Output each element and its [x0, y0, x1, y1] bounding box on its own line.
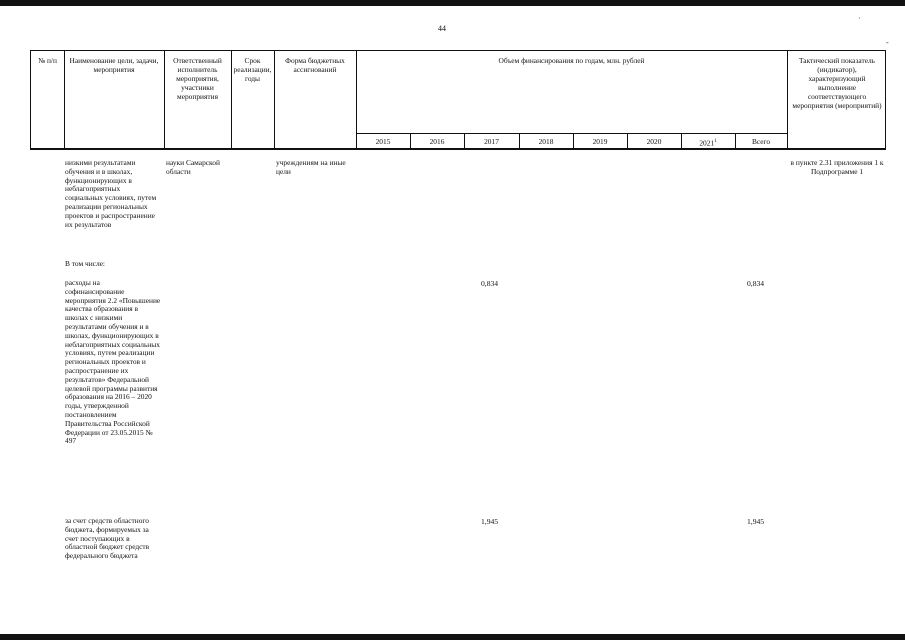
col-divider — [787, 51, 788, 149]
year-2021-label: 2021 — [699, 138, 715, 148]
row1-indicator: в пункте 2.31 приложения 1 к Подпрограмме 1 — [790, 158, 884, 176]
row3-total-value: 0,834 — [747, 279, 765, 288]
header-year-2016: 2016 — [429, 137, 445, 146]
scan-mark: · — [858, 14, 861, 23]
header-period: Срок реализации, годы — [233, 56, 272, 83]
row4-total-value: 1,945 — [747, 517, 765, 526]
row4-name: за счет средств областного бюджета, формируемых за счет поступающих в областной бюджет средств федерального бюджета — [65, 516, 150, 561]
col-divider — [356, 51, 357, 149]
row1-responsible: науки Самарской области — [166, 158, 220, 176]
col-divider — [164, 51, 165, 149]
header-num: № п/п — [38, 56, 57, 65]
table-header — [30, 50, 886, 150]
row-divider — [356, 133, 787, 134]
header-year-2018: 2018 — [538, 137, 554, 146]
row1-form: учреждениям на иные цели — [276, 158, 346, 176]
bottom-border — [0, 634, 905, 640]
header-indicator: Тактический показатель (индикатор), характеризующий выполнение соответствующего мероприятия (мероприятий) — [792, 56, 882, 110]
year-2021-footnote: 1 — [714, 139, 717, 144]
scan-mark: - — [886, 38, 889, 47]
header-year-2015: 2015 — [375, 137, 391, 146]
header-responsible: Ответственный исполнитель мероприятия, участники мероприятия — [173, 56, 222, 101]
row2-name: В том числе: — [65, 259, 105, 268]
col-divider — [274, 51, 275, 149]
row3-2017-value: 0,834 — [481, 279, 499, 288]
header-name: Наименование цели, задачи, мероприятия — [69, 56, 159, 74]
header-form: Форма бюджетных ассигнований — [285, 56, 345, 74]
header-year-2021 — [681, 137, 735, 147]
page-number: 44 — [438, 24, 446, 33]
header-year-2020: 2020 — [646, 137, 662, 146]
top-border — [0, 0, 905, 6]
header-year-2019: 2019 — [592, 137, 608, 146]
row4-2017-value: 1,945 — [481, 517, 499, 526]
header-financing: Объем финансирования по годам, млн. рублей — [498, 56, 645, 65]
header-year-2017: 2017 — [484, 137, 499, 146]
row3-name: расходы на софинансирование мероприятия 2.2 «Повышение качества образования в школах с низкими результатами обучения и в школах, функционирующих в неблагоприятных социальных условиях, путем реализации региональных проектов и распространение их результатов» Федеральной целевой программы развития образования на 2016 – 2020 годы, утвержденной постановлением Правительства Российской Федерации от 23.05.2015 № 497 — [65, 278, 161, 446]
row1-name: низкими результатами обучения и в школах, функционирующих в неблагоприятных социальных условиях, путем реализации региональных проектов и распространение их результатов — [65, 158, 157, 229]
header-total: Всего — [751, 137, 771, 146]
col-divider — [64, 51, 65, 149]
